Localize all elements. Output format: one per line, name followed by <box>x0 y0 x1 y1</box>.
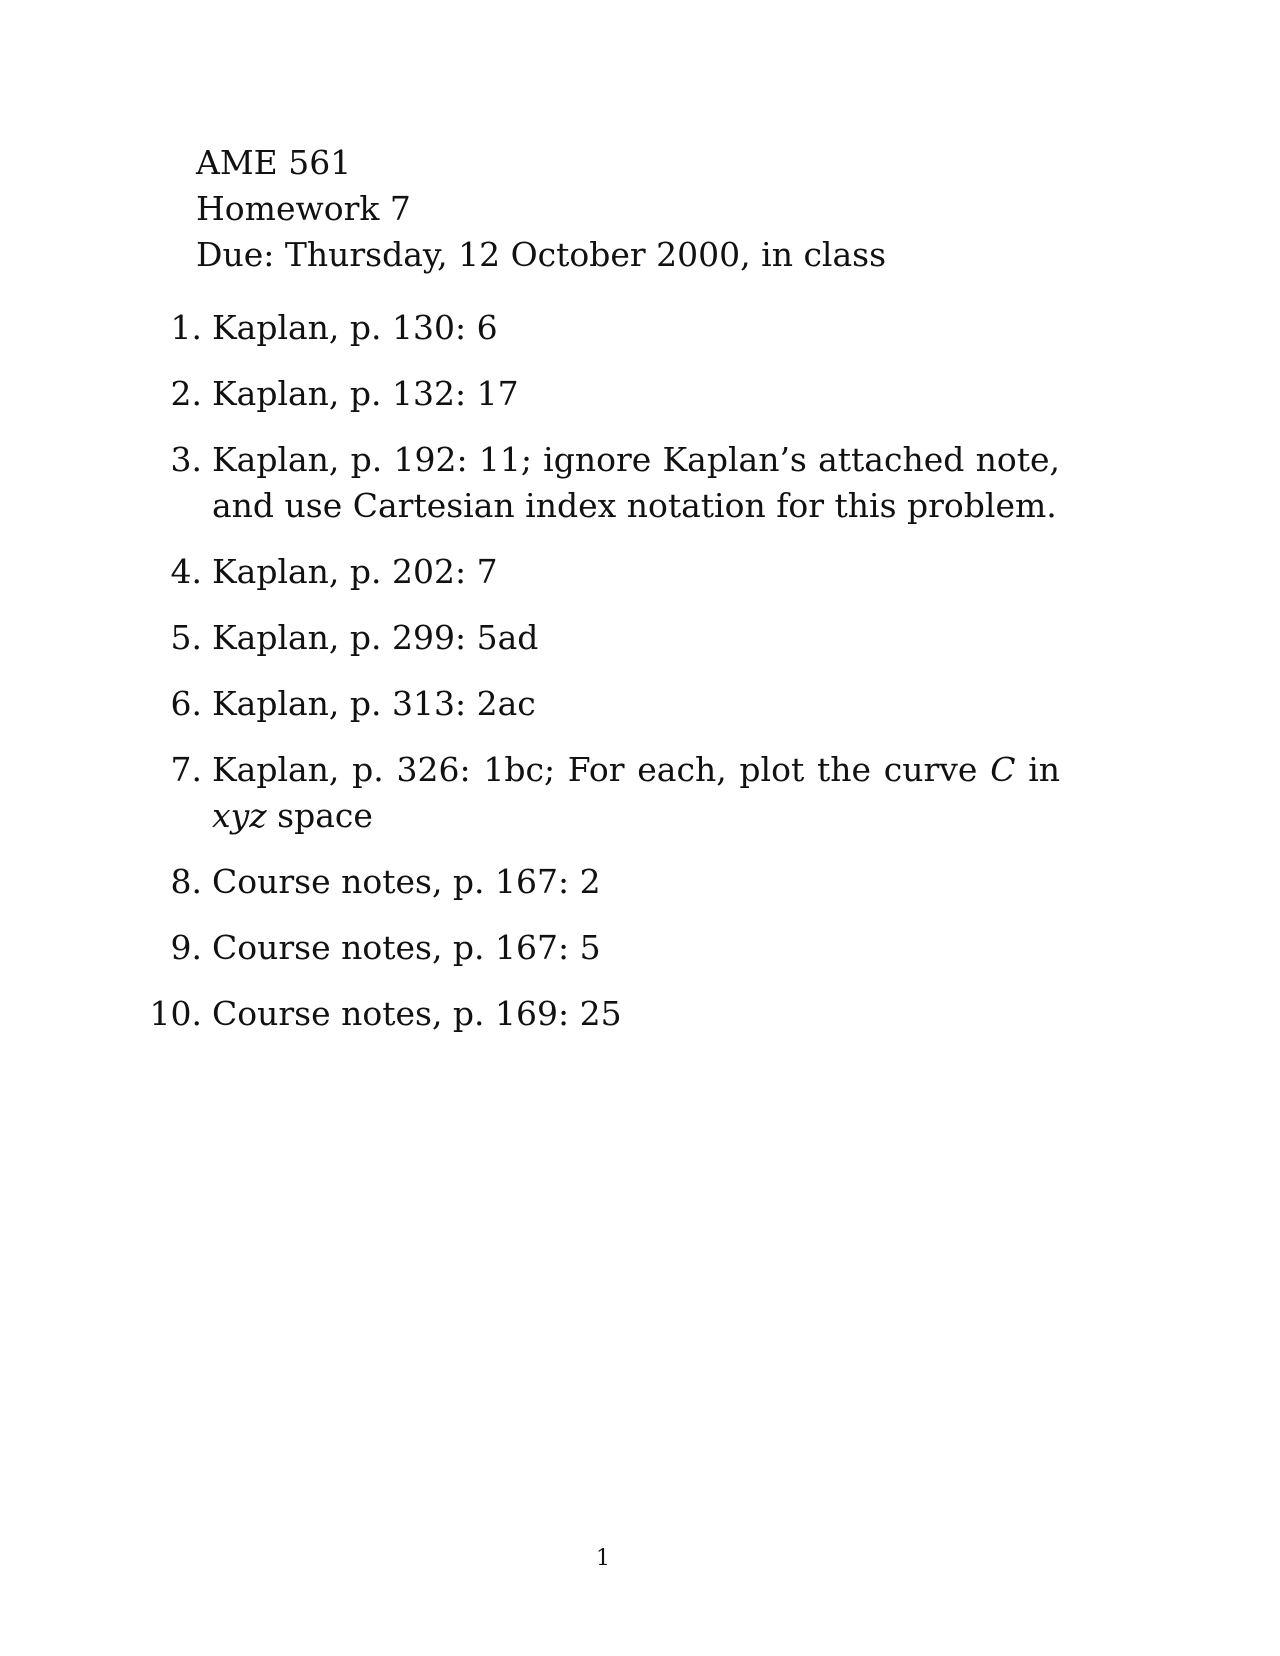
problem-number: 2. <box>170 374 202 413</box>
course-title: AME 561 <box>196 143 352 182</box>
problem-item <box>140 549 1060 595</box>
problem-number: 3. <box>170 440 202 479</box>
problem-number: 4. <box>170 552 202 591</box>
problem-item <box>140 925 1060 971</box>
problem-item <box>140 681 1060 727</box>
problem-text <box>212 747 1060 839</box>
problem-text: Kaplan, p. 313: 2ac <box>212 684 536 723</box>
problem-item <box>140 437 1060 529</box>
problem-text: Kaplan, p. 202: 7 <box>212 552 498 591</box>
problem-item <box>140 305 1060 351</box>
problem-text-part: in <box>1028 750 1061 789</box>
problem-number: 8. <box>170 862 202 901</box>
problem-text: Course notes, p. 169: 25 <box>212 994 622 1033</box>
problem-number: 6. <box>170 684 202 723</box>
problem-text: Kaplan, p. 132: 17 <box>212 374 519 413</box>
page-number: 1 <box>596 1546 610 1571</box>
problem-number: 10. <box>149 994 202 1033</box>
problem-text: Course notes, p. 167: 5 <box>212 928 601 967</box>
problem-list <box>140 305 1060 1057</box>
problem-text: Kaplan, p. 299: 5ad <box>212 618 539 657</box>
problem-number: 1. <box>170 308 202 347</box>
due-date: Due: Thursday, 12 October 2000, in class <box>196 235 887 274</box>
problem-text: Kaplan, p. 130: 6 <box>212 308 498 347</box>
assignment-title: Homework 7 <box>196 189 411 228</box>
problem-number: 9. <box>170 928 202 967</box>
problem-item <box>140 371 1060 417</box>
problem-number: 7. <box>170 750 202 789</box>
problem-item <box>140 859 1060 905</box>
problem-text: Course notes, p. 167: 2 <box>212 862 601 901</box>
problem-text: Kaplan, p. 192: 11; ignore Kaplan’s attached note, and use Cartesian index notation for this problem. <box>212 440 1060 525</box>
problem-item <box>140 991 1060 1037</box>
problem-item <box>140 615 1060 661</box>
problem-item <box>140 747 1060 839</box>
problem-number: 5. <box>170 618 202 657</box>
math-space-symbol: xyz <box>212 796 267 835</box>
math-curve-symbol: C <box>990 750 1016 789</box>
problem-text-part: Kaplan, p. 326: 1bc; For each, plot the curve <box>212 750 978 789</box>
problem-text-part: space <box>277 796 373 835</box>
homework-header <box>196 140 886 278</box>
